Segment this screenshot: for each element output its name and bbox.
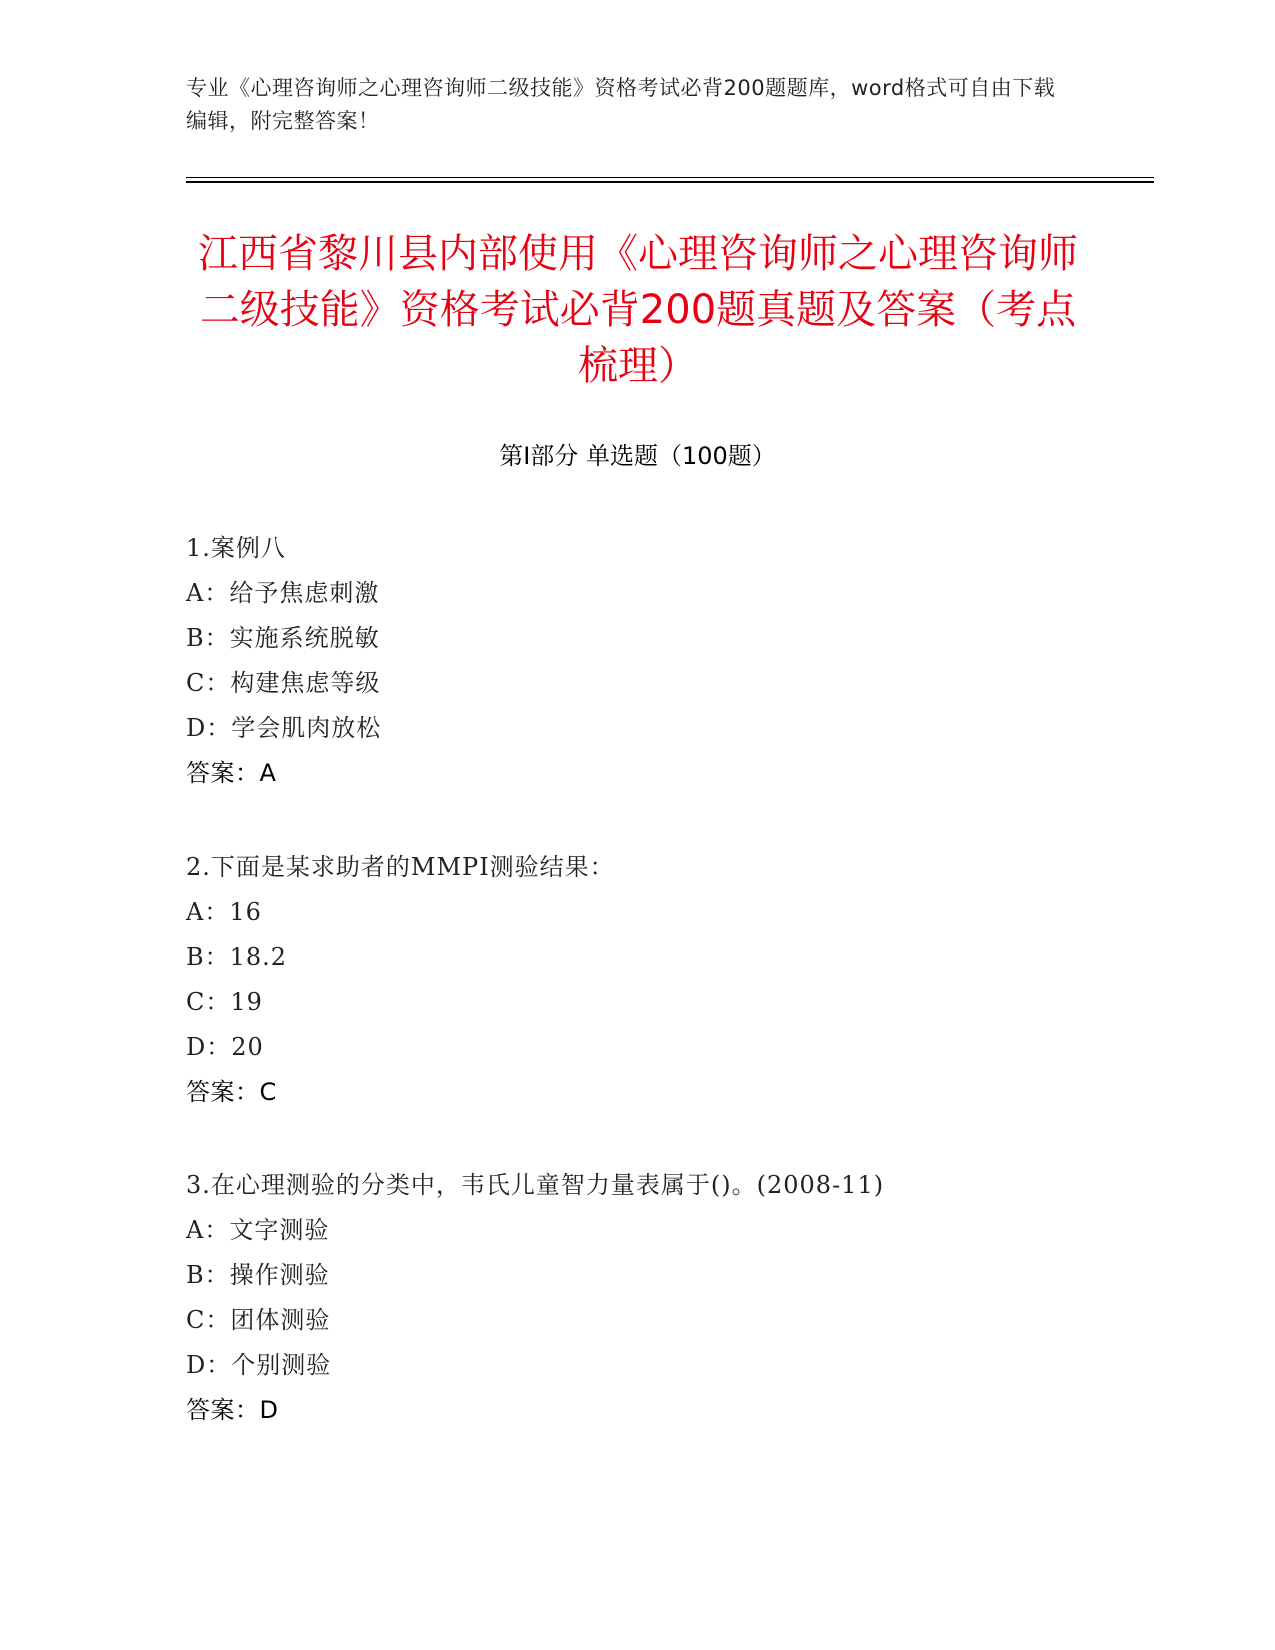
answer-line: 答案：A (186, 759, 277, 787)
question-stem: 1.案例八 (186, 534, 286, 562)
option-b: B：18.2 (186, 943, 288, 971)
option-d: D：20 (186, 1033, 264, 1061)
document-title: 江西省黎川县内部使用《心理咨询师之心理咨询师二级技能》资格考试必背200题真题及答案（考点梳理） (198, 231, 1078, 389)
answer-line: 答案：D (186, 1396, 279, 1424)
option-c: C：构建焦虑等级 (186, 669, 381, 697)
option-d: D：学会肌肉放松 (186, 714, 382, 742)
header-note: 专业《心理咨询师之心理咨询师二级技能》资格考试必背200题题库，word格式可自由下载编辑，附完整答案！ (186, 76, 1056, 133)
question-stem: 3.在心理测验的分类中，韦氏儿童智力量表属于()。(2008-11) (186, 1171, 885, 1199)
option-b: B：实施系统脱敏 (186, 624, 380, 652)
question-stem: 2.下面是某求助者的MMPI测验结果： (186, 853, 615, 881)
header-divider-thin (186, 177, 1154, 178)
option-c: C：19 (186, 988, 263, 1016)
option-c: C：团体测验 (186, 1306, 331, 1334)
option-b: B：操作测验 (186, 1261, 330, 1289)
option-a: A：文字测验 (186, 1216, 330, 1244)
section-heading: 第Ⅰ部分 单选题（100题） (499, 442, 776, 470)
question-block (186, 845, 1186, 1115)
header-divider-thick (186, 181, 1154, 183)
option-d: D：个别测验 (186, 1351, 332, 1379)
question-block (186, 526, 1186, 796)
answer-line: 答案：C (186, 1078, 277, 1106)
option-a: A：16 (186, 898, 262, 926)
question-block (186, 1163, 1186, 1433)
option-a: A：给予焦虑刺激 (186, 579, 380, 607)
